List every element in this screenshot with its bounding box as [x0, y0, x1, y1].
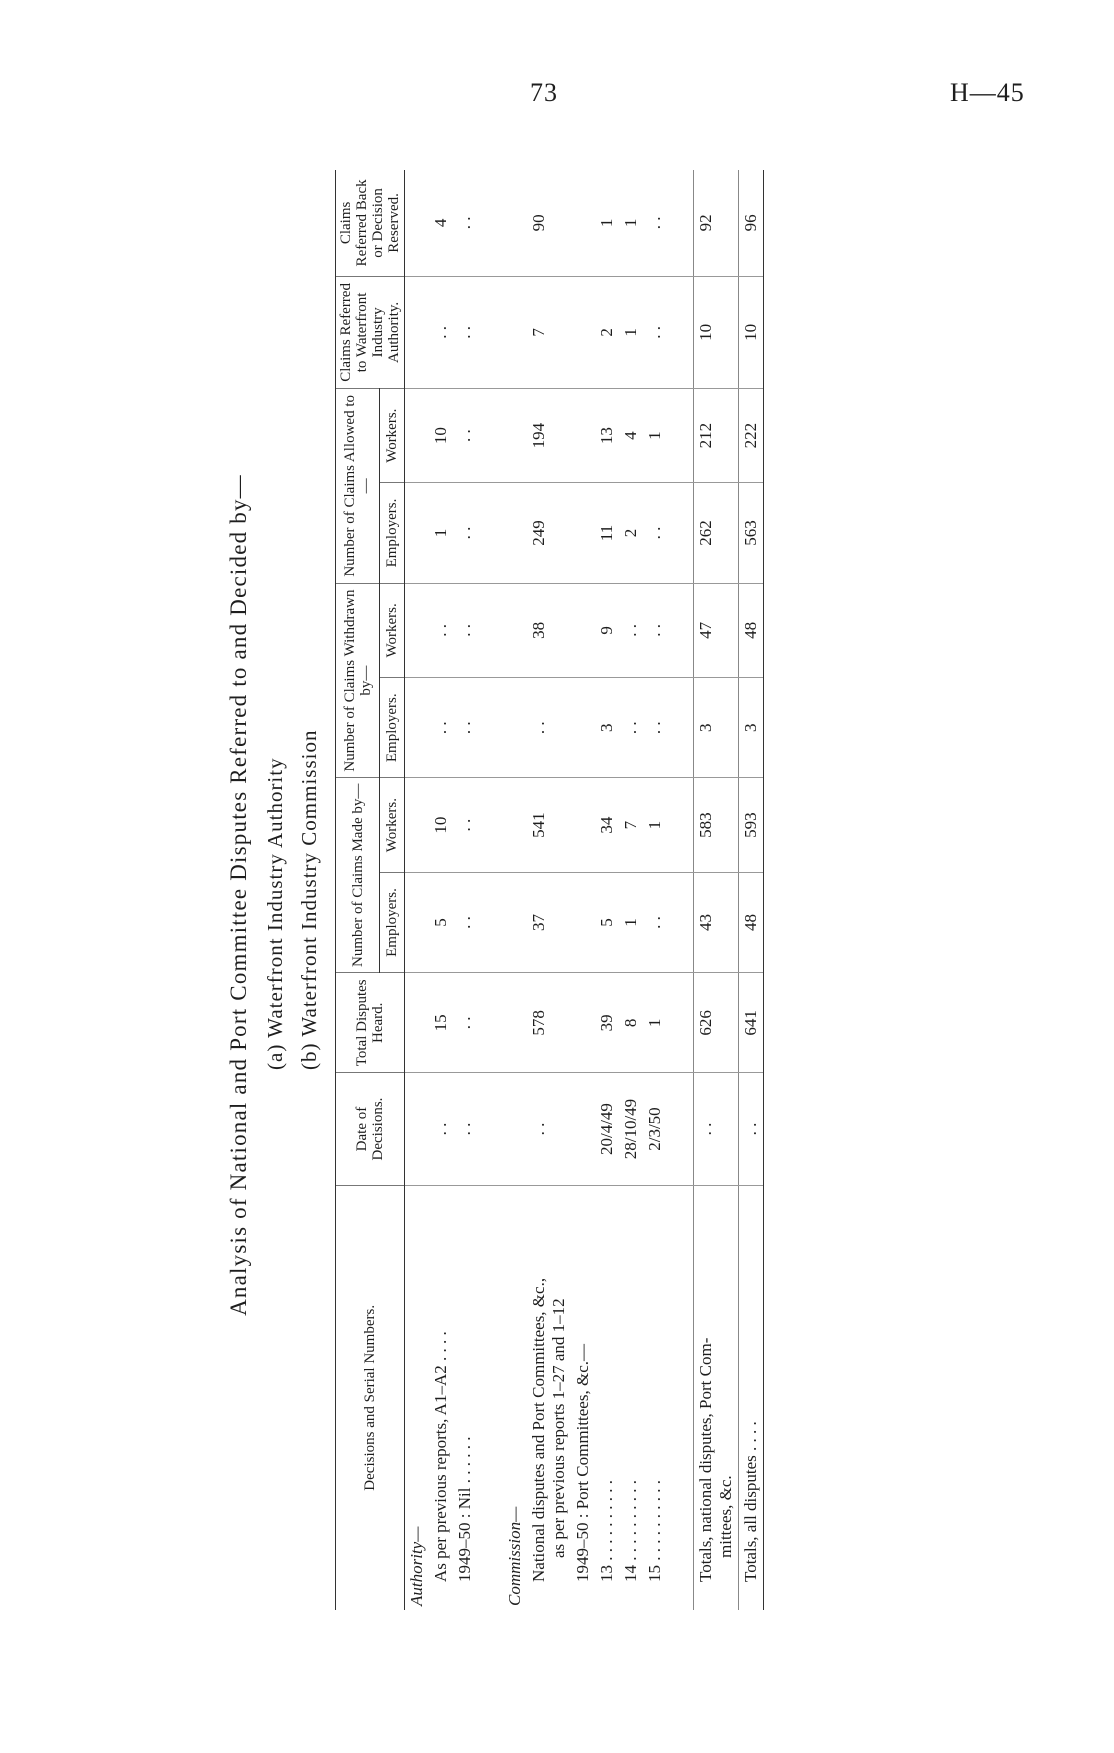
rotated-table-block	[220, 160, 870, 1630]
table-row	[527, 170, 571, 1610]
cell-allowed-employers: . .	[643, 483, 667, 583]
page-code: H—45	[950, 78, 1025, 107]
cell-withdrawn-employers: . .	[619, 678, 643, 778]
cell-withdrawn-employers: . .	[429, 678, 453, 778]
row-label-cont: as per previous reports 1–27 and 1–12	[549, 1298, 568, 1558]
subtitle-authority: (a) Waterfront Industry Authority	[263, 757, 287, 1070]
cell-date: . .	[527, 1073, 571, 1185]
col-referred: Claims Referred to Waterfront Industry Authority.	[336, 276, 405, 388]
row-label: Totals, national disputes, Port Com-	[695, 1337, 715, 1582]
cell-allowed-workers: 222	[738, 388, 763, 482]
row-label: Totals, all disputes . . . .	[740, 1421, 760, 1582]
table-row	[453, 170, 477, 1610]
row-label: 13 . . . . . . . . . .	[597, 1480, 616, 1582]
cell-made-employers: 48	[738, 872, 763, 972]
cell-back: . .	[453, 170, 477, 276]
cell-date: . .	[693, 1073, 738, 1185]
section-commission: Commission—	[505, 1506, 524, 1606]
cell-total: 39	[595, 973, 619, 1073]
page-number: 73	[530, 78, 558, 107]
cell-withdrawn-workers: 9	[595, 583, 619, 677]
table-title: Analysis of National and Port Committee Disputes Referred to and Decided by—	[226, 474, 251, 1316]
cell-withdrawn-workers: 47	[693, 583, 738, 677]
col-total: Total Disputes Heard.	[336, 973, 405, 1073]
cell-withdrawn-employers: . .	[453, 678, 477, 778]
cell-made-employers: 5	[595, 872, 619, 972]
cell-referred: 10	[693, 276, 738, 388]
cell-date: 20/4/49	[595, 1073, 619, 1185]
cell-referred: 7	[527, 276, 571, 388]
cell-made-workers: 1	[643, 778, 667, 872]
cell-referred: 10	[738, 276, 763, 388]
cell-allowed-employers: 2	[619, 483, 643, 583]
sub-employers: Employers.	[380, 678, 405, 778]
cell-date: . .	[738, 1073, 763, 1185]
cell-withdrawn-workers: 38	[527, 583, 571, 677]
sub-employers: Employers.	[380, 872, 405, 972]
cell-back: 4	[429, 170, 453, 276]
table-row	[429, 170, 453, 1610]
col-withdrawn-by: Number of Claims Withdrawn by—	[336, 583, 380, 778]
cell-made-employers: . .	[453, 872, 477, 972]
cell-date: 2/3/50	[643, 1073, 667, 1185]
cell-made-employers: 37	[527, 872, 571, 972]
cell-allowed-workers: 212	[693, 388, 738, 482]
cell-allowed-workers: 1	[643, 388, 667, 482]
section-label	[503, 1185, 527, 1610]
row-label: National disputes and Port Committees, &c.,	[529, 1277, 548, 1582]
table-row	[595, 170, 619, 1610]
table-row	[619, 170, 643, 1610]
subsection-label: 1949–50 : Port Committees, &c.—	[573, 1344, 592, 1582]
cell-total: 641	[738, 973, 763, 1073]
cell-made-employers: 5	[429, 872, 453, 972]
cell-allowed-workers: 194	[527, 388, 571, 482]
col-allowed-to: Number of Claims Allowed to—	[336, 388, 380, 583]
cell-made-workers: 541	[527, 778, 571, 872]
row-label: 1949–50 : Nil . . . . . .	[455, 1436, 474, 1582]
table-row-totals	[693, 170, 738, 1610]
cell-total: 1	[643, 973, 667, 1073]
col-made-by: Number of Claims Made by—	[336, 778, 380, 973]
cell-back: . .	[643, 170, 667, 276]
row-label: 14 . . . . . . . . . .	[621, 1480, 640, 1582]
cell-withdrawn-employers: 3	[693, 678, 738, 778]
cell-back: 1	[619, 170, 643, 276]
cell-referred: 2	[595, 276, 619, 388]
cell-total: 578	[527, 973, 571, 1073]
cell-withdrawn-workers: . .	[619, 583, 643, 677]
cell-date: . .	[453, 1073, 477, 1185]
row-label: As per previous reports, A1–A2 . . . .	[431, 1331, 450, 1582]
sub-workers: Workers.	[380, 388, 405, 482]
cell-back: 90	[527, 170, 571, 276]
disputes-table	[335, 170, 764, 1610]
cell-back: 1	[595, 170, 619, 276]
cell-allowed-workers: 4	[619, 388, 643, 482]
cell-withdrawn-workers: . .	[453, 583, 477, 677]
cell-referred: . .	[453, 276, 477, 388]
cell-withdrawn-employers: . .	[643, 678, 667, 778]
section-label	[405, 1185, 430, 1610]
cell-date: . .	[429, 1073, 453, 1185]
cell-allowed-employers: . .	[453, 483, 477, 583]
sub-workers: Workers.	[380, 778, 405, 872]
cell-made-workers: 34	[595, 778, 619, 872]
col-referred-back: Claims Referred Back or Decision Reserved.	[336, 170, 405, 276]
cell-made-employers: 1	[619, 872, 643, 972]
cell-withdrawn-employers: 3	[595, 678, 619, 778]
cell-referred: 1	[619, 276, 643, 388]
row-label-cont: mittees, &c.	[715, 1475, 735, 1558]
table-row-totals	[738, 170, 763, 1610]
cell-made-workers: . .	[453, 778, 477, 872]
sub-employers: Employers.	[380, 483, 405, 583]
row-label: 15 . . . . . . . . . .	[645, 1480, 664, 1582]
table-row	[643, 170, 667, 1610]
cell-withdrawn-employers: 3	[738, 678, 763, 778]
cell-made-workers: 7	[619, 778, 643, 872]
cell-allowed-workers: . .	[453, 388, 477, 482]
subtitle-commission: (b) Waterfront Industry Commission	[297, 729, 321, 1070]
cell-made-workers: 593	[738, 778, 763, 872]
cell-allowed-employers: 563	[738, 483, 763, 583]
section-authority: Authority—	[407, 1526, 426, 1606]
cell-total: 626	[693, 973, 738, 1073]
cell-back: 92	[693, 170, 738, 276]
cell-total: 8	[619, 973, 643, 1073]
cell-allowed-workers: 10	[429, 388, 453, 482]
sub-workers: Workers.	[380, 583, 405, 677]
cell-allowed-employers: 249	[527, 483, 571, 583]
cell-total: . .	[453, 973, 477, 1073]
cell-date: 28/10/49	[619, 1073, 643, 1185]
cell-withdrawn-workers: . .	[429, 583, 453, 677]
col-decisions: Decisions and Serial Numbers.	[336, 1185, 405, 1610]
cell-total: 15	[429, 973, 453, 1073]
cell-made-employers: . .	[643, 872, 667, 972]
cell-back: 96	[738, 170, 763, 276]
cell-allowed-workers: 13	[595, 388, 619, 482]
cell-made-employers: 43	[693, 872, 738, 972]
cell-referred: . .	[429, 276, 453, 388]
cell-made-workers: 10	[429, 778, 453, 872]
cell-withdrawn-workers: 48	[738, 583, 763, 677]
cell-withdrawn-workers: . .	[643, 583, 667, 677]
col-date: Date of Decisions.	[336, 1073, 405, 1185]
cell-allowed-employers: 262	[693, 483, 738, 583]
cell-made-workers: 583	[693, 778, 738, 872]
cell-allowed-employers: 11	[595, 483, 619, 583]
cell-withdrawn-employers: . .	[527, 678, 571, 778]
cell-referred: . .	[643, 276, 667, 388]
cell-allowed-employers: 1	[429, 483, 453, 583]
